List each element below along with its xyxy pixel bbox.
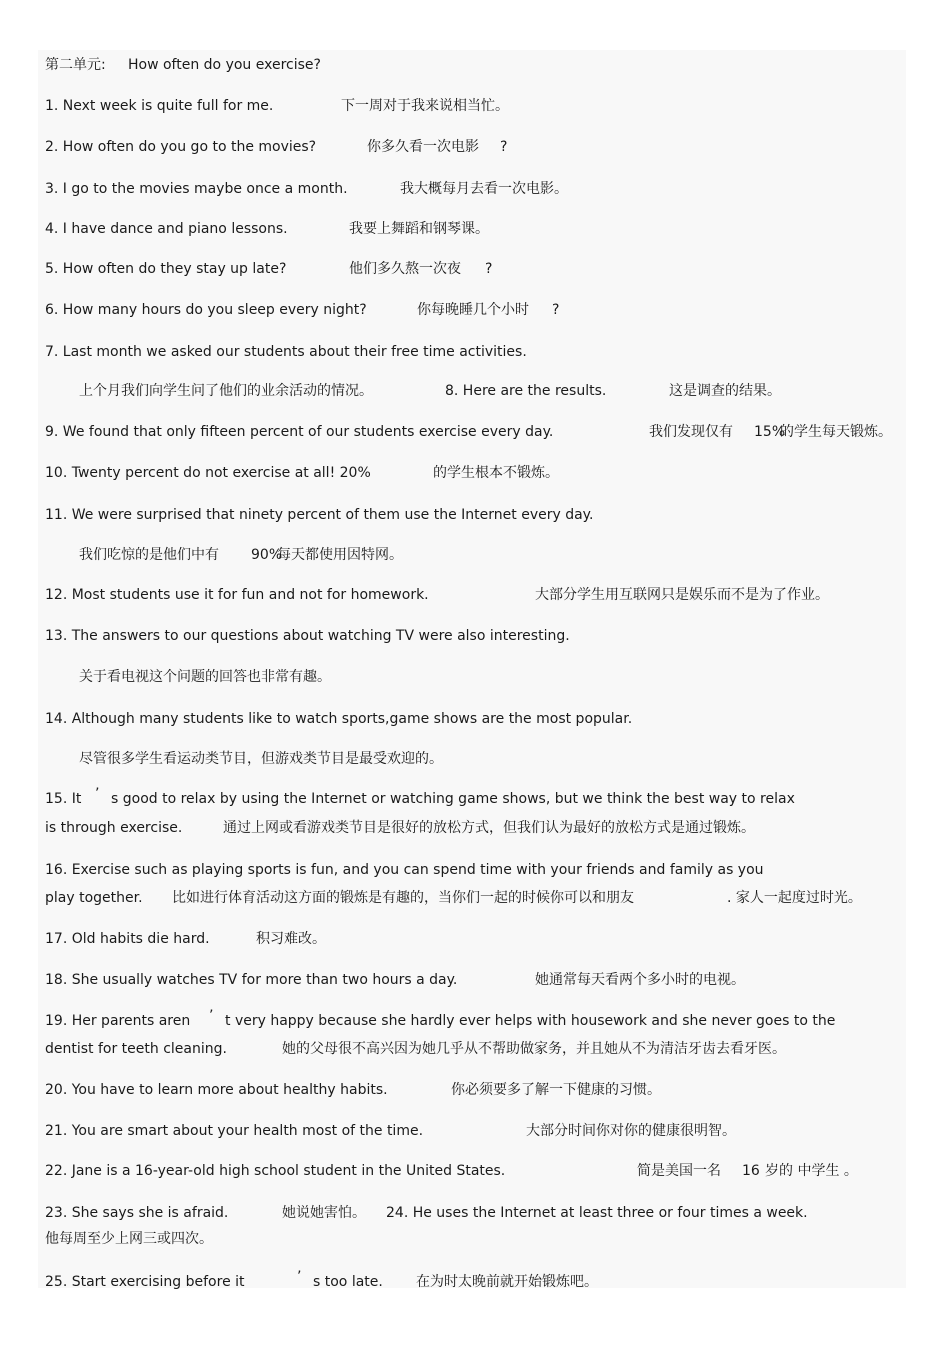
sentence-21-zh: 大部分时间你对你的健康很明智。 xyxy=(526,1123,736,1139)
sentence-15-en-c: is through exercise. xyxy=(45,820,183,836)
heading-unit: 第二单元: xyxy=(45,57,106,73)
sentence-11-zh-a: 我们吃惊的是他们中有 xyxy=(79,547,219,563)
sentence-6-en: 6. How many hours do you sleep every night? xyxy=(45,302,367,318)
sentence-19-apostrophe: ’ xyxy=(209,1008,214,1024)
sentence-7-en: 7. Last month we asked our students about their free time activities. xyxy=(45,344,527,360)
sentence-15-en-b: s good to relax by using the Internet or watching game shows, but we think the best way to relax xyxy=(111,791,795,807)
sentence-3-en: 3. I go to the movies maybe once a month. xyxy=(45,181,348,197)
heading-title: How often do you exercise? xyxy=(128,57,321,73)
sentence-2-zh: 你多久看一次电影 xyxy=(367,139,479,155)
sentence-21-en: 21. You are smart about your health most of the time. xyxy=(45,1123,424,1139)
sentence-16-en-a: 16. Exercise such as playing sports is fun, and you can spend time with your friends and family as you xyxy=(45,862,764,878)
sentence-25-en-a: 25. Start exercising before it xyxy=(45,1274,245,1290)
sentence-18-en: 18. She usually watches TV for more than two hours a day. xyxy=(45,972,458,988)
sentence-15-apostrophe: ’ xyxy=(95,786,100,802)
sentence-12-en: 12. Most students use it for fun and not for homework. xyxy=(45,587,429,603)
sentence-25-en-b: s too late. xyxy=(313,1274,383,1290)
sentence-22-number: 16 xyxy=(742,1163,760,1179)
sentence-14-en: 14. Although many students like to watch sports,game shows are the most popular. xyxy=(45,711,633,727)
sentence-10-zh: 的学生根本不锻炼。 xyxy=(433,465,559,481)
sentence-1-en: 1. Next week is quite full for me. xyxy=(45,98,274,114)
sentence-6-zh: 你每晚睡几个小时 xyxy=(417,302,529,318)
sentence-5-question-mark: ? xyxy=(485,261,493,277)
sentence-9-number: 15% xyxy=(754,424,786,440)
sentence-24-en: 24. He uses the Internet at least three or four times a week. xyxy=(386,1205,808,1221)
sentence-22-zh-a: 简是美国一名 xyxy=(637,1163,721,1179)
sentence-8-en: 8. Here are the results. xyxy=(445,383,607,399)
sentence-25-zh: 在为时太晚前就开始锻炼吧。 xyxy=(416,1274,598,1290)
sentence-22-zh-b: 岁的 中学生 。 xyxy=(765,1163,858,1179)
sentence-17-en: 17. Old habits die hard. xyxy=(45,931,210,947)
sentence-13-zh: 关于看电视这个问题的回答也非常有趣。 xyxy=(79,669,331,685)
sentence-23-zh: 她说她害怕。 xyxy=(282,1205,366,1221)
sentence-5-en: 5. How often do they stay up late? xyxy=(45,261,287,277)
sentence-23-en: 23. She says she is afraid. xyxy=(45,1205,229,1221)
sentence-19-en-c: dentist for teeth cleaning. xyxy=(45,1041,227,1057)
sentence-3-zh: 我大概每月去看一次电影。 xyxy=(400,181,568,197)
sentence-22-en: 22. Jane is a 16-year-old high school student in the United States. xyxy=(45,1163,506,1179)
sentence-13-en: 13. The answers to our questions about watching TV were also interesting. xyxy=(45,628,570,644)
sentence-20-en: 20. You have to learn more about healthy habits. xyxy=(45,1082,388,1098)
sentence-6-question-mark: ? xyxy=(552,302,560,318)
sentence-1-zh: 下一周对于我来说相当忙。 xyxy=(341,98,509,114)
sentence-11-number: 90% xyxy=(251,547,283,563)
sentence-19-zh: 她的父母很不高兴因为她几乎从不帮助做家务，并且她从不为清洁牙齿去看牙医。 xyxy=(282,1041,786,1057)
sentence-16-zh-a: 比如进行体育活动这方面的锻炼是有趣的，当你们一起的时候你可以和朋友 xyxy=(172,890,634,906)
sentence-9-en: 9. We found that only fifteen percent of our students exercise every day. xyxy=(45,424,554,440)
sentence-4-en: 4. I have dance and piano lessons. xyxy=(45,221,288,237)
sentence-17-zh: 积习难改。 xyxy=(256,931,326,947)
sentence-5-zh: 他们多久熬一次夜 xyxy=(349,261,461,277)
sentence-16-en-b: play together. xyxy=(45,890,143,906)
sentence-20-zh: 你必须要多了解一下健康的习惯。 xyxy=(451,1082,661,1098)
sentence-8-zh: 这是调查的结果。 xyxy=(669,383,781,399)
sentence-19-en-b: t very happy because she hardly ever helps with housework and she never goes to the xyxy=(225,1013,836,1029)
sentence-2-question-mark: ? xyxy=(500,139,508,155)
sentence-9-zh-b: 的学生每天锻炼。 xyxy=(780,424,892,440)
sentence-12-zh: 大部分学生用互联网只是娱乐而不是为了作业。 xyxy=(535,587,829,603)
sentence-4-zh: 我要上舞蹈和钢琴课。 xyxy=(349,221,489,237)
sentence-19-en-a: 19. Her parents aren xyxy=(45,1013,191,1029)
sentence-9-zh-a: 我们发现仅有 xyxy=(649,424,733,440)
sentence-11-en: 11. We were surprised that ninety percent of them use the Internet every day. xyxy=(45,507,594,523)
sentence-15-zh: 通过上网或看游戏类节目是很好的放松方式，但我们认为最好的放松方式是通过锻炼。 xyxy=(223,820,755,836)
sentence-14-zh: 尽管很多学生看运动类节目，但游戏类节目是最受欢迎的。 xyxy=(79,751,443,767)
sentence-7-zh: 上个月我们向学生问了他们的业余活动的情况。 xyxy=(79,383,373,399)
sentence-16-zh-b: . 家人一起度过时光。 xyxy=(727,890,862,906)
sentence-10-en: 10. Twenty percent do not exercise at all! 20% xyxy=(45,465,371,481)
sentence-25-apostrophe: ’ xyxy=(297,1269,302,1285)
sentence-2-en: 2. How often do you go to the movies? xyxy=(45,139,317,155)
sentence-24-zh: 他每周至少上网三或四次。 xyxy=(45,1231,213,1247)
sentence-18-zh: 她通常每天看两个多小时的电视。 xyxy=(535,972,745,988)
sentence-15-en-a: 15. It xyxy=(45,791,82,807)
sentence-11-zh-b: 每天都使用因特网。 xyxy=(277,547,403,563)
